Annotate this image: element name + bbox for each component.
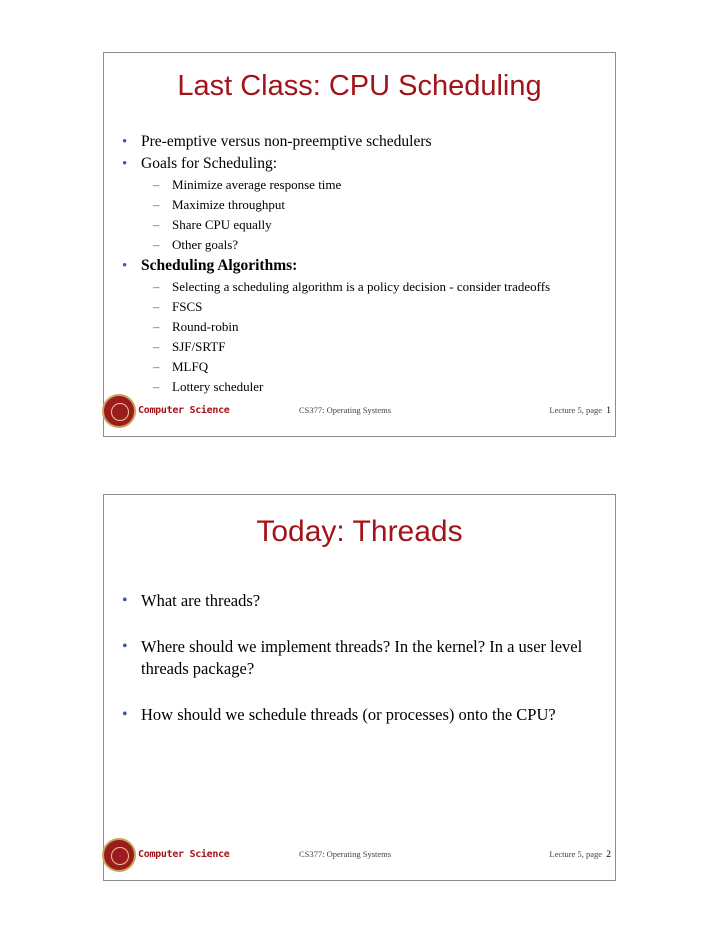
- slide-title: Last Class: CPU Scheduling: [177, 70, 542, 102]
- page-number: 1: [606, 406, 611, 416]
- slide-2: [103, 494, 616, 881]
- dash-icon: –: [153, 177, 160, 192]
- bullet-list: [119, 131, 605, 397]
- course-label: CS377: Operating Systems: [299, 849, 392, 859]
- slide-footer: [104, 394, 615, 430]
- department-label: Computer Science: [138, 849, 230, 860]
- dash-icon: –: [153, 339, 160, 354]
- dash-icon: –: [153, 279, 160, 294]
- university-seal-icon: [102, 838, 136, 872]
- university-seal-icon: [102, 394, 136, 428]
- bullet-dot-icon: •: [122, 134, 128, 150]
- bullet-text: Pre-emptive versus non-preemptive schedulers: [141, 133, 432, 150]
- dash-icon: –: [153, 319, 160, 334]
- dash-icon: –: [153, 299, 160, 314]
- bullet-item: [119, 131, 605, 153]
- sub-bullet-text: Other goals?: [172, 237, 239, 252]
- dash-icon: –: [153, 237, 160, 252]
- bullet-item: [119, 255, 605, 397]
- bullet-list: [119, 590, 605, 750]
- dash-icon: –: [153, 359, 160, 374]
- slide-footer: [104, 838, 615, 874]
- sub-bullet-item: [141, 195, 605, 215]
- dash-icon: –: [153, 379, 160, 394]
- bullet-text: Goals for Scheduling:: [141, 155, 278, 172]
- bullet-dot-icon: •: [122, 638, 128, 655]
- bullet-item: [119, 153, 605, 255]
- sub-bullet-item: [141, 175, 605, 195]
- bullet-item: [119, 636, 605, 680]
- sub-bullet-text: Share CPU equally: [172, 217, 272, 232]
- sub-bullet-item: [141, 215, 605, 235]
- bullet-item: [119, 590, 605, 612]
- sub-bullet-text: SJF/SRTF: [172, 339, 226, 354]
- sub-bullet-text: FSCS: [172, 299, 203, 314]
- sub-bullet-item: [141, 357, 605, 377]
- bullet-dot-icon: •: [122, 706, 128, 723]
- course-label: CS377: Operating Systems: [299, 405, 392, 415]
- slide-1: [103, 52, 616, 437]
- lecture-label: Lecture 5, page: [549, 405, 602, 415]
- sub-bullet-item: [141, 235, 605, 255]
- bullet-dot-icon: •: [122, 156, 128, 172]
- sub-bullet-list: [141, 277, 605, 397]
- bullet-dot-icon: •: [122, 592, 128, 609]
- bullet-text: Scheduling Algorithms:: [141, 257, 298, 274]
- sub-bullet-text: Selecting a scheduling algorithm is a policy decision - consider tradeoffs: [172, 279, 551, 294]
- bullet-dot-icon: •: [122, 258, 128, 274]
- bullet-text: What are threads?: [141, 591, 261, 610]
- slide-title: Today: Threads: [256, 515, 463, 548]
- sub-bullet-text: Lottery scheduler: [172, 379, 264, 394]
- bullet-text: How should we schedule threads (or processes) onto the CPU?: [141, 705, 556, 724]
- department-label: Computer Science: [138, 405, 230, 416]
- sub-bullet-text: Maximize throughput: [172, 197, 286, 212]
- sub-bullet-text: Minimize average response time: [172, 177, 342, 192]
- bullet-text: Where should we implement threads? In the kernel? In a user level threads package?: [141, 637, 583, 678]
- lecture-label: Lecture 5, page: [549, 849, 602, 859]
- sub-bullet-item: [141, 297, 605, 317]
- page-number: 2: [606, 850, 611, 860]
- sub-bullet-text: Round-robin: [172, 319, 239, 334]
- bullet-item: [119, 704, 605, 726]
- sub-bullet-item: [141, 337, 605, 357]
- dash-icon: –: [153, 217, 160, 232]
- dash-icon: –: [153, 197, 160, 212]
- sub-bullet-text: MLFQ: [172, 359, 209, 374]
- sub-bullet-list: [141, 175, 605, 255]
- sub-bullet-item: [141, 317, 605, 337]
- sub-bullet-item: [141, 277, 605, 297]
